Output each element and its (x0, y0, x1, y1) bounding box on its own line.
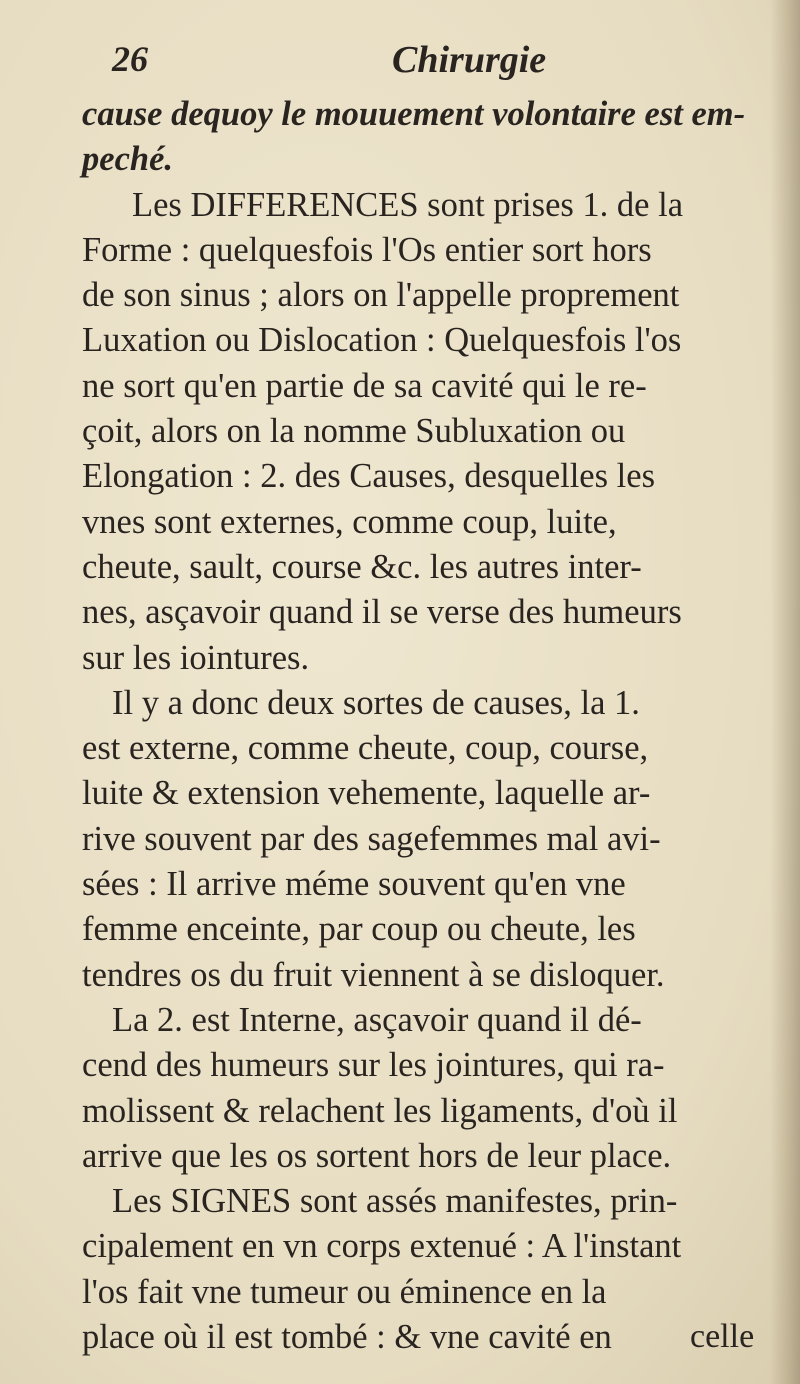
text-line: femme enceinte, par coup ou cheute, les (82, 910, 636, 949)
text-line: Les DIFFERENCES sont prises 1. de la (132, 185, 684, 224)
text-line: sées : Il arrive méme souvent qu'en vne (82, 865, 626, 904)
text-line: vnes sont externes, comme coup, luite, (82, 502, 617, 541)
page-number: 26 (112, 39, 148, 79)
text-line: cend des humeurs sur les jointures, qui ra- (82, 1046, 665, 1085)
text-line: nes, asçavoir quand il se verse des humeurs (82, 593, 682, 632)
text-line: tendres os du fruit viennent à se disloquer. (82, 955, 665, 994)
text-line: Les SIGNES sont assés manifestes, prin- (112, 1182, 678, 1221)
text-line: cheute, sault, course &c. les autres inter- (82, 547, 642, 586)
text-line: Elongation : 2. des Causes, desquelles les (82, 457, 655, 496)
text-line: Forme : quelquesfois l'Os entier sort hors (82, 230, 652, 269)
text-line: de son sinus ; alors on l'appelle proprement (82, 276, 680, 315)
running-head: Chirurgie (392, 39, 547, 81)
text-line: çoit, alors on la nomme Subluxation ou (82, 412, 626, 451)
catchword: celle (690, 1318, 755, 1355)
page-header (112, 38, 752, 94)
text-line: cipalement en vn corps extenué : A l'instant (82, 1227, 682, 1266)
text-line: La 2. est Interne, asçavoir quand il dé- (112, 1000, 642, 1039)
text-line: arrive que les os sortent hors de leur place. (82, 1136, 672, 1175)
text-line: l'os fait vne tumeur ou éminence en la (82, 1272, 607, 1311)
text-line: Luxation ou Dislocation : Quelquesfois l'os (82, 321, 682, 360)
text-line: luite & extension vehemente, laquelle ar- (82, 774, 651, 813)
text-line: molissent & relachent les ligaments, d'où il (82, 1091, 678, 1130)
text-line: rive souvent par des sagefemmes mal avi- (82, 819, 661, 858)
text-line: est externe, comme cheute, coup, course, (82, 729, 649, 768)
text-line: place où il est tombé : & vne cavité en (82, 1318, 612, 1357)
text-line: cause dequoy le mouuement volontaire est em- (82, 95, 746, 133)
text-line: Il y a donc deux sortes de causes, la 1. (112, 683, 640, 722)
text-line: ne sort qu'en partie de sa cavité qui le re- (82, 366, 647, 405)
text-line: sur les iointures. (82, 638, 310, 677)
text-line: peché. (82, 140, 174, 179)
page-body (82, 92, 782, 1360)
